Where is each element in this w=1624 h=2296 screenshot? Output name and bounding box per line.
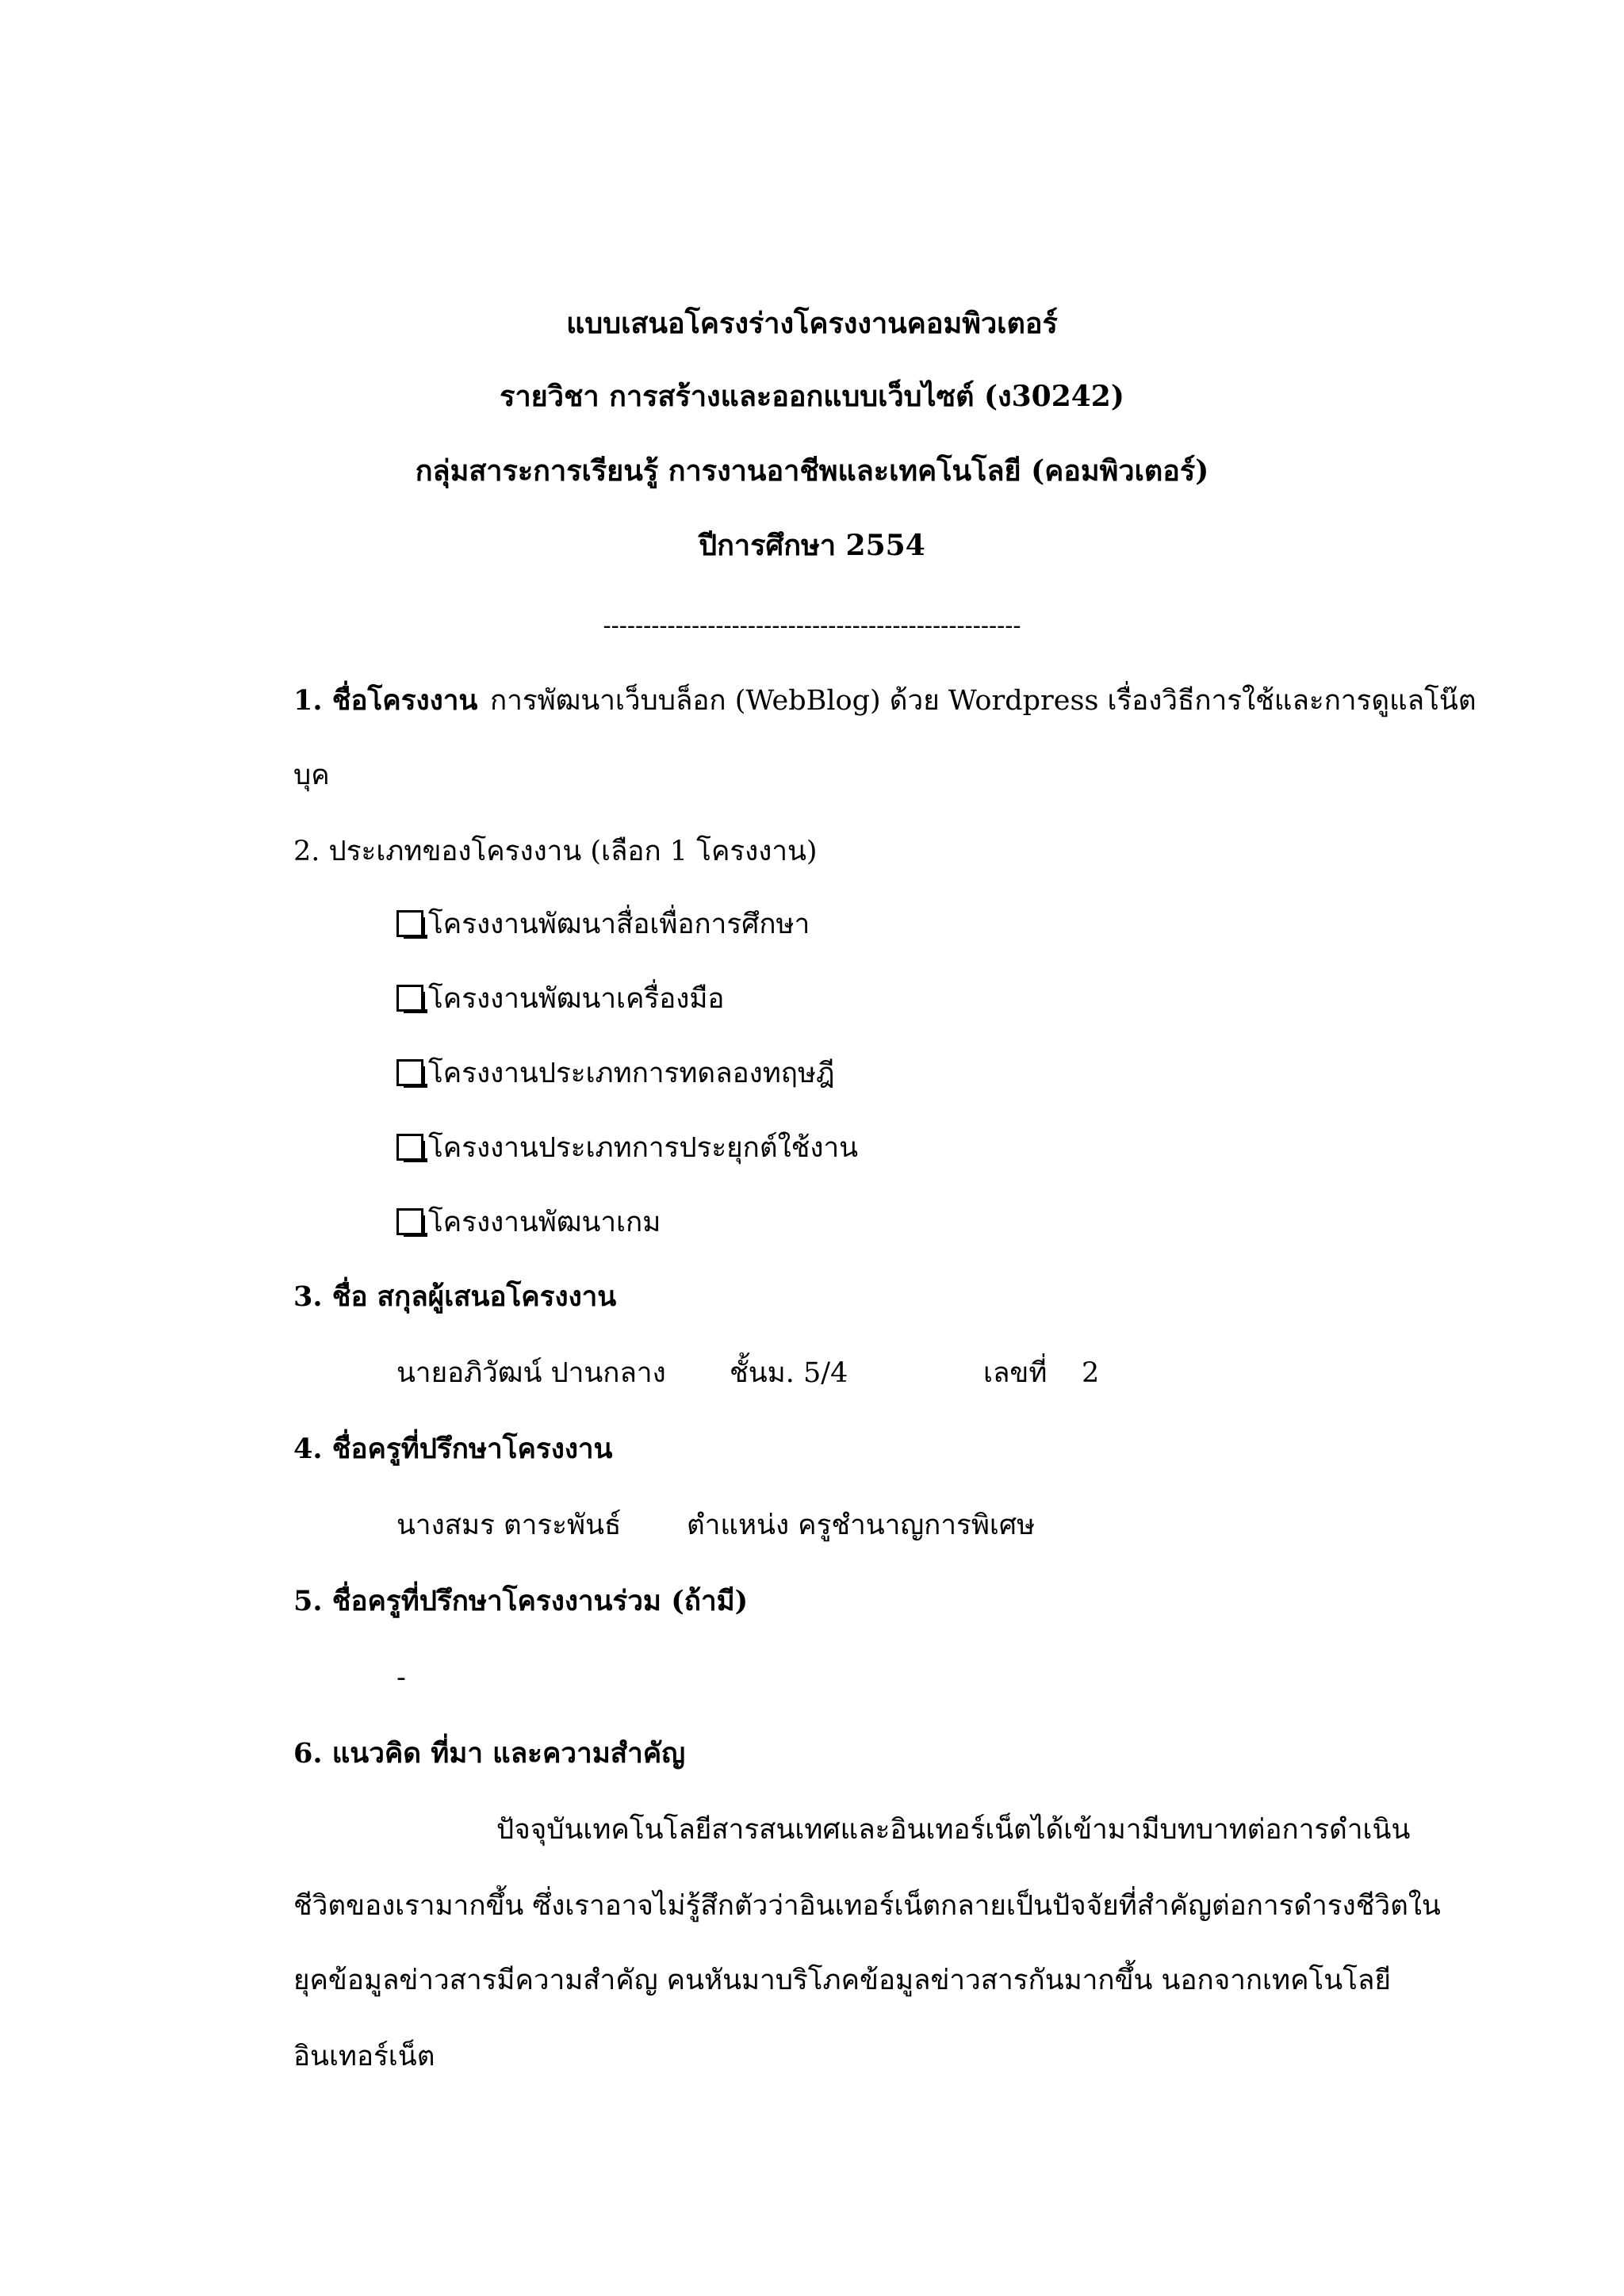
section5-label: 5. ชื่อครูที่ปรึกษาโครงงานร่วม (ถ้ามี) <box>293 1585 749 1617</box>
section3-label: 3. ชื่อ สกุลผู้เสนอโครงงาน <box>293 1280 617 1313</box>
proposer-number-label: เลขที่ <box>983 1357 1048 1389</box>
co-advisor-value: - <box>396 1662 406 1693</box>
rationale-paragraph-line: ยุคข้อมูลข่าวสารมีความสำคัญ คนหันมาบริโภคข้อมูลข่าวสารกันมากขึ้น นอกจากเทคโนโลยี <box>293 1965 1391 1996</box>
document-title: แบบเสนอโครงร่างโครงงานคอมพิวเตอร์ <box>566 307 1058 340</box>
academic-year-line: ปีการศึกษา 2554 <box>699 529 925 562</box>
divider-line: ---------------------------------------------------- <box>603 612 1021 640</box>
proposer-number: 2 <box>1082 1357 1100 1389</box>
proposer-class: ชั้นม. 5/4 <box>730 1357 848 1389</box>
advisor-position: ตำแหน่ง ครูชำนาญการพิเศษ <box>687 1510 1036 1541</box>
course-line: รายวิชา การสร้างและออกแบบเว็บไซต์ (ง30242) <box>500 380 1124 413</box>
option-label: โครงงานประเภทการทดลองทฤษฎี <box>428 1058 835 1089</box>
project-type-option[interactable] <box>396 1205 661 1240</box>
section2-label: 2. ประเภทของโครงงาน (เลือก 1 โครงงาน) <box>293 836 818 867</box>
project-type-option[interactable] <box>396 1131 858 1165</box>
option-label: โครงงานประเภทการประยุกต์ใช้งาน <box>428 1132 859 1164</box>
option-label: โครงงานพัฒนาเครื่องมือ <box>428 983 725 1015</box>
rationale-paragraph-line: ชีวิตของเรามากขึ้น ซึ่งเราอาจไม่รู้สึกตัวว่าอินเทอร์เน็ตกลายเป็นปัจจัยที่สำคัญต่อการดำรงชีวิตใน <box>293 1890 1441 1922</box>
checkbox-icon[interactable] <box>396 910 423 937</box>
project-type-option[interactable] <box>396 982 724 1016</box>
option-label: โครงงานพัฒนาเกม <box>428 1207 661 1238</box>
checkbox-icon[interactable] <box>396 985 423 1012</box>
section4-label: 4. ชื่อครูที่ปรึกษาโครงงาน <box>293 1433 613 1465</box>
project-type-option[interactable] <box>396 1056 835 1091</box>
checkbox-icon[interactable] <box>396 1208 423 1235</box>
proposer-name: นายอภิวัฒน์ ปานกลาง <box>396 1357 666 1389</box>
project-name-cont: บุค <box>293 760 330 791</box>
checkbox-icon[interactable] <box>396 1134 423 1161</box>
project-type-option[interactable] <box>396 907 810 942</box>
option-label: โครงงานพัฒนาสื่อเพื่อการศึกษา <box>428 909 810 940</box>
checkbox-icon[interactable] <box>396 1059 423 1086</box>
advisor-name: นางสมร ตาระพันธ์ <box>396 1510 622 1541</box>
subject-group-line: กลุ่มสาระการเรียนรู้ การงานอาชีพและเทคโนโลยี (คอมพิวเตอร์) <box>415 454 1209 488</box>
project-name: การพัฒนาเว็บบล็อก (WebBlog) ด้วย Wordpress เรื่องวิธีการใช้และการดูแลโน๊ต <box>490 685 1477 717</box>
rationale-paragraph-line: อินเทอร์เน็ต <box>293 2041 435 2072</box>
rationale-paragraph-line: ปัจจุบันเทคโนโลยีสารสนเทศและอินเทอร์เน็ตได้เข้ามามีบทบาทต่อการดำเนิน <box>496 1814 1411 1846</box>
section1-label: 1. ชื่อโครงงาน <box>293 684 478 717</box>
section6-label: 6. แนวคิด ที่มา และความสำคัญ <box>293 1737 686 1770</box>
